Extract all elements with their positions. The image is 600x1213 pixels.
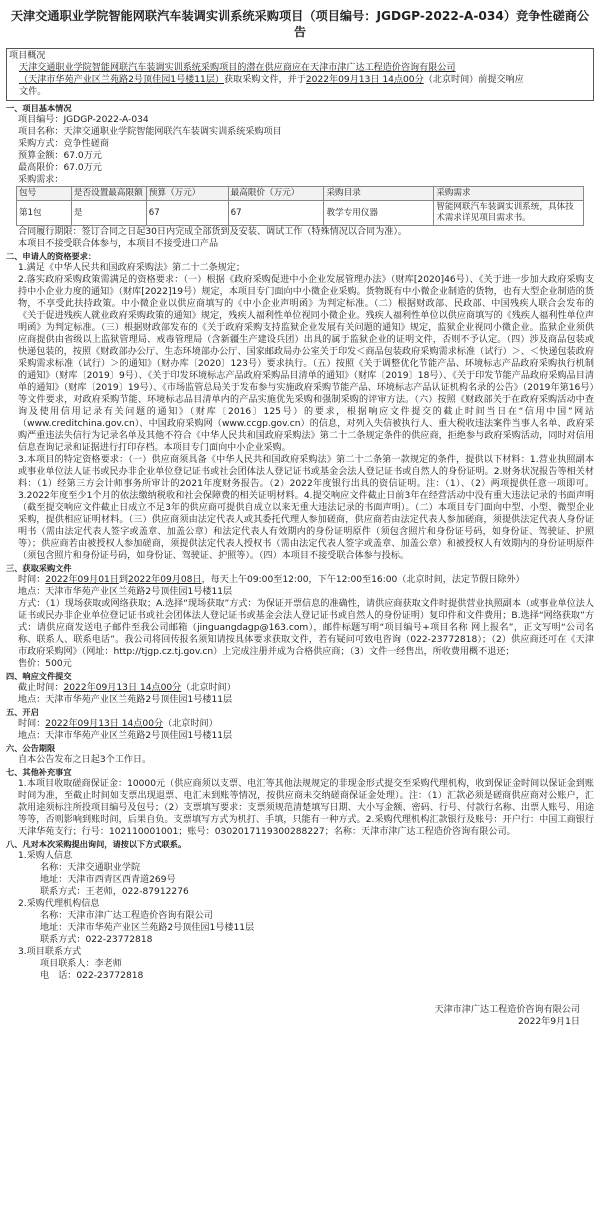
section-7-title: 七、其他补充事宜 — [6, 767, 72, 777]
section-1-title: 一、项目基本情况 — [6, 103, 72, 113]
col-header-needs: 采购需求 — [434, 187, 584, 201]
col-header-budget: 预算（万元） — [146, 187, 228, 201]
overview-address: （天津市华苑产业区兰苑路2号顶佳园1号楼11层） — [19, 75, 225, 85]
section-4-title: 四、响应文件提交 — [6, 671, 72, 681]
signature-date: 2022年9月1日 — [518, 1017, 580, 1027]
overview-line-1-text: 天津交通职业学院智能网联汽车装调实训系统采购项目的潜在供应商应在天津市津广达工程造价咨询有限公司 — [19, 63, 456, 73]
announcement-period: 自本公告发布之日起3个工作日。 — [18, 755, 152, 765]
procurement-method: 采购方式：竞争性磋商 — [18, 139, 109, 149]
qualification-1: 1.满足《中华人民共和国政府采购法》第二十二条规定； — [18, 263, 245, 273]
obtain-method: 方式：（1）现场获取或网络获取；A.选择“现场获取”方式：为保证开票信息的准确性，请供应商获取文件时提供营业执照副本（或事业单位法人证书或民办非企业单位登记证书或社会团体法人登记证书或基金会法人登记证书或自然人的身份证明）复印件和文件费用；B.选择“网络获取”方式：请供应商发送电子邮件至我公司邮箱（jinguangdagp@163.com），邮件标题写明“项目编号+项目名称 网上报名”，正文写明“公司名称、联系人、联系电话”。我公司将回传报名须知请按具体要求获取文件，若有疑问可致电咨询（022-23772818）；（2）供应商还可在《天津市政府采购网》（网址：http://tjgp.cz.tj.gov.cn）上完成注册并成为合格供应商；（3）文件一经售出，所收费用概不退还； — [18, 599, 594, 657]
obtain-to: 到 — [118, 575, 128, 585]
title-line-2: 告 — [293, 25, 307, 39]
section-3-title: 三、获取采购文件 — [6, 563, 72, 573]
project-contact-heading: 3.项目联系方式 — [18, 947, 82, 957]
overview-text — [7, 62, 593, 100]
qualification-2: 2.落实政府采购政策需满足的资格要求：（一）根据《政府采购促进中小企业发展管理办法》（财库[2020]46号）、《关于进一步加大政府采购支持中小企业力度的通知》（财库[2022]19号）规定，本项目专门面向中小微企业采购。货物既有中小微企业制造的货物，也有大型企业制造的货物，不享受此扶持政策。中小微企业以供应商填写的《中小企业声明函》为判定标准。（二）根据财政部、民政部、中国残疾人联合会发布的《关于促进残疾人就业政府采购政策的通知》规定，残疾人福利性单位视同小微企业。残疾人福利性单位以供应商填写的《残疾人福利性单位声明函》为判定标准。（三）根据财政部发布的《关于政府采购支持监狱企业发展有关问题的通知》规定，监狱企业视同小微企业。监狱企业须供应商提供由省级以上监狱管理局、戒毒管理局（含新疆生产建设兵团）出具的属于监狱企业的证明文件，否则不予认定。（四）涉及商品包装或快递包装的，按照《财政部办公厅、生态环境部办公厅、国家邮政局办公室关于印发＜商品包装政府采购需求标准（试行）＞、＜快递包装政府采购需求标准（试行）＞的通知》（财办库〔2020〕123号）要求执行。（五）按照《关于调整优化节能产品、环境标志产品政府采购执行机制的通知》（财库〔2019〕9号）、《关于印发环境标志产品政府采购品目清单的通知》（财库〔2019〕18号）、《关于印发节能产品政府采购品目清单的通知》（财库〔2019〕19号）、《市场监管总局关于发布参与实施政府采购节能产品、环境标志产品认证机构名录的公告》（2019年第16号）等文件要求，对政府采购节能、环境标志品目清单内的产品实施优先采购和强制采购的评审方法。（六）按照《财政部关于在政府采购活动中查询及使用信用记录有关问题的通知》（财库〔2016〕125号）的要求，根据响应文件提交的截止时间当日在“信用中国”网站（www.creditchina.gov.cn）、中国政府采购网（www.ccgp.gov.cn）的信息，对列入失信被执行人、重大税收违法案件当事人名单、政府采购严重违法失信行为记录名单及其他不符合《中华人民共和国政府采购法》第二十二条规定条件的供应商，拒绝参与政府采购活动，同时对信用信息查询记录和证据进行打印存档。本项目专门面向中小企业采购。 — [18, 275, 594, 453]
overview-l2-rest: 获取采购文件，并于 — [224, 75, 306, 85]
purchaser-address: 地址：天津市西青区西青道269号 — [40, 875, 176, 885]
purchaser-contact: 联系方式：王老师，022-87912276 — [40, 887, 189, 897]
signature-org: 天津市津广达工程造价咨询有限公司 — [434, 1005, 580, 1015]
agency-name: 名称：天津市津广达工程造价咨询有限公司 — [40, 911, 213, 921]
col-header-has-limit: 是否设置最高限额 — [71, 187, 146, 201]
obtain-time — [6, 574, 594, 586]
obtain-time-label: 时间： — [18, 575, 46, 585]
package-table — [16, 186, 584, 226]
project-name: 项目名称：天津交通职业学院智能网联汽车装调实训系统采购项目 — [18, 127, 282, 137]
cell-budget: 67 — [146, 201, 228, 226]
overview-line-1 — [19, 62, 591, 74]
project-number: 项目编号：JGDGP-2022-A-034 — [18, 115, 149, 125]
obtain-hours: ，每天上午09:00至12:00，下午12:00至16:00（北京时间，法定节假日除外） — [201, 575, 525, 585]
project-contact-phone: 电 话：022-23772818 — [40, 971, 144, 981]
cell-needs: 智能网联汽车装调实训系统，具体技术需求详见项目需求书。 — [434, 201, 584, 226]
section-2-title: 二、申请人的资格要求： — [6, 251, 97, 261]
section-8-title: 八、凡对本次采购提出询问，请按以下方式联系。 — [6, 839, 187, 849]
cell-package: 第1包 — [17, 201, 72, 226]
project-contact-person: 项目联系人：李老师 — [40, 959, 122, 969]
section-5-title: 五、开启 — [6, 707, 39, 717]
section-6-title: 六、公告期限 — [6, 743, 56, 753]
supplementary-info: 1.本项目收取磋商保证金：10000元（供应商须以支票、电汇等其他法规规定的非现金形式提交至采购代理机构，收到保证金时间以保证金到账时间为准，至截止时间如支票出现退票、电汇未到账等情况，按供应商未交纳磋商保证金处理）。注：（1）汇款必须是磋商供应商对公账户，汇款用途须标注所投项目编号及包号；（2）支票填写要求：支票须规范清楚填写日期、大小写金额、密码、行号、付款行名称、出票人账号、用途等等，否则影响到账时间，后果自负。支票填写方式为机打、手填，只能有一种方式。2.采购代理机构汇款银行及账号：开户行：中国工商银行天津华苑支行；行号：102110001001；账号：0302017119300288227；名称：天津市津广达工程造价咨询有限公司。 — [18, 779, 594, 837]
opening-time-label: 时间： — [18, 719, 46, 729]
agency-heading: 2.采购代理机构信息 — [18, 899, 100, 909]
contract-period: 合同履行期限：签订合同之日起30日内完成全部货到及安装、调试工作（特殊情况以合同为准）。 — [18, 227, 407, 237]
package-table-header — [17, 187, 584, 201]
opening-date: 2022年09月13日 14点00分 — [45, 719, 164, 729]
opening-place: 地点：天津市华苑产业区兰苑路2号顶佳园1号楼11层 — [18, 731, 233, 741]
submit-deadline — [6, 682, 594, 694]
agency-address: 地址：天津市华苑产业区兰苑路2号顶佳园1号楼11层 — [40, 923, 255, 933]
cell-catalog: 教学专用仪器 — [324, 201, 434, 226]
cell-max-price: 67 — [228, 201, 324, 226]
budget-amount: 预算金额：67.0万元 — [18, 151, 102, 161]
obtain-end-date: 2022年09月08日 — [127, 575, 202, 585]
no-consortium-note: 本项目不接受联合体参与，本项目不接受进口产品 — [18, 239, 219, 249]
col-header-package: 包号 — [17, 187, 72, 201]
cell-has-limit: 是 — [71, 201, 146, 226]
table-row — [17, 201, 584, 226]
qualification-3: 3.本项目的特定资格要求：（一）供应商须具备《中华人民共和国政府采购法》第二十二条第一款规定的条件，提供以下材料：1.营业执照副本或事业单位法人证书或民办非企业单位登记证书或社会团体法人登记证书或基金会法人登记证书或自然人的身份证明。2.财务状况报告等相关材料：（1）经第三方会计师事务所审计的2021年度财务报告。（2）2022年度银行出具的资信证明。注：（1）、（2）两项提供任意一项即可。3.2022年度至少1个月的依法缴纳税收和社会保障费的相关证明材料。4.提交响应文件截止日前3年在经营活动中没有重大违法记录的书面声明（截至提交响应文件截止日成立不足3年的供应商可提供自成立以来无重大违法记录的书面声明）。（二）本项目专门面向中型、小型、微型企业采购，提供相应证明材料。（三）供应商须由法定代表人或其委托代理人参加磋商，供应商若由法定代表人参加磋商，须提供法定代表人身份证明书（需由法定代表人签字或盖章、加盖公章）和法定代表人有效期内的身份证明原件（须包含照片和身份证号码，如身份证、驾驶证、护照等）；供应商若由被授权人参加磋商，须提供法定代表人授权书（需由法定代表人签字或盖章、加盖公章）和被授权人有效期内的身份证明原件（须包含照片和身份证号码，如身份证、驾驶证、护照等）。（四）本项目不接受联合体参与投标。 — [18, 455, 594, 561]
obtain-price: 售价：500元 — [18, 659, 72, 669]
submit-deadline-label: 截止时间： — [18, 683, 64, 693]
obtain-place: 地点：天津市华苑产业区兰苑路2号顶佳园1号楼11层 — [18, 587, 233, 597]
overview-box — [6, 48, 594, 101]
submit-deadline-tz: （北京时间） — [181, 683, 236, 693]
page-title — [6, 8, 594, 40]
opening-time — [6, 718, 594, 730]
submit-deadline-date: 2022年09月13日 14点00分 — [63, 683, 182, 693]
title-line-1: 天津交通职业学院智能网联汽车装调实训系统采购项目（项目编号：JGDGP-2022-A-034）竞争性磋商公 — [10, 9, 590, 23]
purchaser-heading: 1.采购人信息 — [18, 851, 73, 861]
agency-contact: 联系方式：022-23772818 — [40, 935, 153, 945]
max-price: 最高限价：67.0万元 — [18, 163, 102, 173]
overview-line-2 — [19, 74, 591, 86]
col-header-catalog: 采购目录 — [324, 187, 434, 201]
overview-l2-end: （北京时间）前提交响应 — [423, 75, 524, 85]
procurement-needs-label: 采购需求： — [18, 175, 64, 185]
overview-line-3: 文件。 — [19, 87, 47, 97]
overview-heading: 项目概况 — [9, 51, 46, 61]
overview-deadline: 2022年09月13日 14点00分 — [305, 75, 424, 85]
purchaser-name: 名称：天津交通职业学院 — [40, 863, 141, 873]
col-header-max-price: 最高限价（万元） — [228, 187, 324, 201]
submit-place: 地点：天津市华苑产业区兰苑路2号顶佳园1号楼11层 — [18, 695, 233, 705]
obtain-start-date: 2022年09月01日 — [45, 575, 119, 585]
opening-tz: （北京时间） — [163, 719, 218, 729]
